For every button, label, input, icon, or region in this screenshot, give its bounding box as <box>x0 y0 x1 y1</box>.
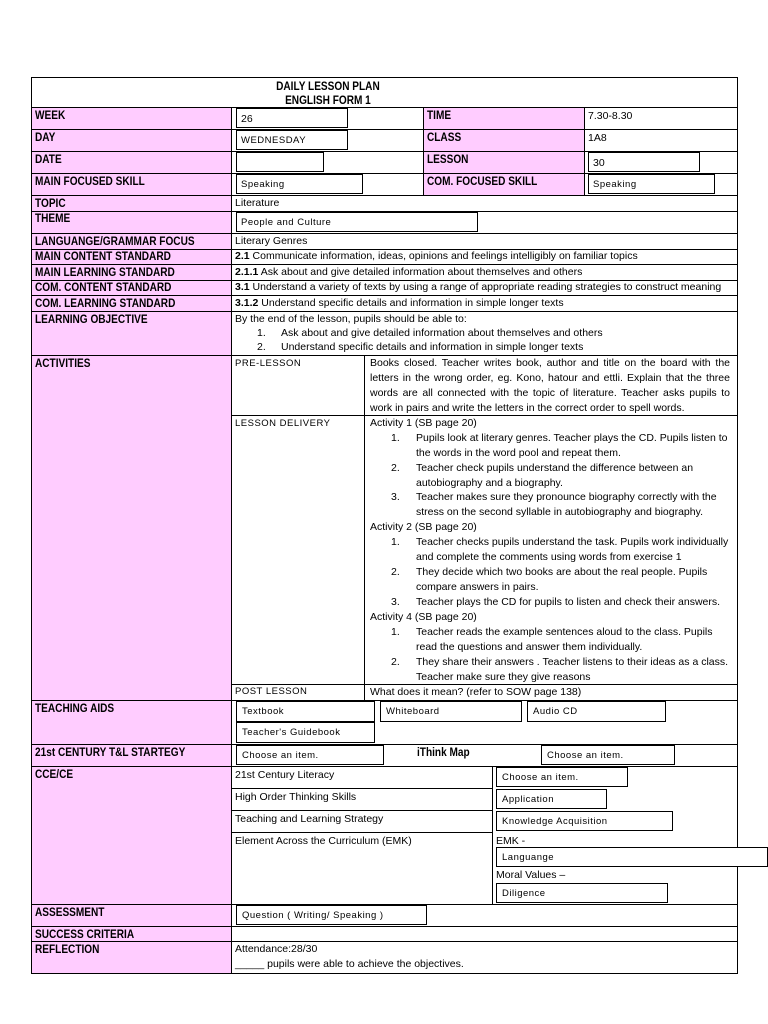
lesson-value: 30 <box>593 157 605 169</box>
assessment-select[interactable]: Question ( Writing/ Speaking ) <box>236 905 427 925</box>
week-field[interactable] <box>236 108 348 128</box>
cce-strategy: Teaching and Learning Strategy <box>235 813 384 825</box>
label-class: CLASS <box>427 130 462 144</box>
pre-lesson-label: PRE-LESSON <box>235 358 302 369</box>
label-topic: TOPIC <box>35 196 66 210</box>
label-theme: THEME <box>35 211 71 225</box>
activity-1-item: Pupils look at literary genres. Teacher plays the CD. Pupils listen to the words in the word pool and repeat them. <box>416 432 728 459</box>
emk-select[interactable]: Languange <box>496 847 768 867</box>
doc-title: DAILY LESSON PLAN <box>276 79 380 93</box>
cce-hots-select[interactable]: Application <box>496 789 607 809</box>
reflection-line: _____ pupils were able to achieve the objectives. <box>235 958 464 970</box>
activity-2-item: Teacher checks pupils understand the task. Pupils work individually and complete the comments using words from exercise 1 <box>416 536 729 563</box>
cce-hots: High Order Thinking Skills <box>235 791 357 803</box>
moral-values-select[interactable]: Diligence <box>496 883 668 903</box>
lesson-field[interactable] <box>588 152 700 172</box>
label-assessment: ASSESSMENT <box>35 905 105 919</box>
label-lesson: LESSON <box>427 152 469 166</box>
label-com-content: COM. CONTENT STANDARD <box>35 280 172 294</box>
main-skill-value: Speaking <box>241 179 285 190</box>
century-select-2[interactable]: Choose an item. <box>541 745 675 765</box>
date-field[interactable] <box>236 152 324 172</box>
week-value: 26 <box>241 113 253 125</box>
com-content-standard: 3.1 Understand a variety of texts by using a range of appropriate reading strategies to construct meaning <box>235 281 722 293</box>
aid-audio-cd[interactable]: Audio CD <box>527 701 666 722</box>
label-com-learning: COM. LEARNING STANDARD <box>35 296 176 310</box>
label-time: TIME <box>427 108 452 122</box>
moral-values-label: Moral Values – <box>496 869 566 881</box>
label-success-criteria: SUCCESS CRITERIA <box>35 927 135 941</box>
cce-literacy-select[interactable]: Choose an item. <box>496 767 628 787</box>
com-learning-standard: 3.1.2 Understand specific details and information in simple longer texts <box>235 297 564 309</box>
activity-2-title: Activity 2 (SB page 20) <box>370 521 477 533</box>
theme-field[interactable] <box>236 212 478 232</box>
activity-1-item: Teacher makes sure they pronounce biography correctly with the stress on the second syllable in autobiography and biography. <box>416 491 717 518</box>
label-main-skill: MAIN FOCUSED SKILL <box>35 174 145 188</box>
objective-intro: By the end of the lesson, pupils should be able to: <box>235 313 467 325</box>
activity-4-item: Teacher reads the example sentences aloud to the class. Pupils read the questions and answer them individually. <box>416 626 713 653</box>
label-main-learning: MAIN LEARNING STANDARD <box>35 265 175 279</box>
label-com-skill: COM. FOCUSED SKILL <box>427 174 538 188</box>
main-skill-field[interactable] <box>236 174 363 194</box>
attendance-text: Attendance:28/30 <box>235 943 318 955</box>
main-content-standard: 2.1 Communicate information, ideas, opinions and feelings intelligibly on familiar topics <box>235 250 638 262</box>
cce-strategy-select[interactable]: Knowledge Acquisition <box>496 811 673 831</box>
label-learning-objective: LEARNING OBJECTIVE <box>35 312 148 326</box>
time-value: 7.30-8.30 <box>588 110 633 122</box>
label-teaching-aids: TEACHING AIDS <box>35 701 115 715</box>
activity-2-item: They decide which two books are about the real people. Pupils compare answers in pairs. <box>416 566 708 593</box>
label-reflection: REFLECTION <box>35 942 100 956</box>
day-value: WEDNESDAY <box>241 135 307 146</box>
activity-4-item: They share their answers . Teacher listens to their ideas as a class. Teacher make sure they give reasons <box>416 656 729 683</box>
post-lesson-label: POST LESSON <box>235 686 308 697</box>
label-day: DAY <box>35 130 56 144</box>
cce-21st-literacy: 21st Century Literacy <box>235 769 335 781</box>
main-learning-standard: 2.1.1 Ask about and give detailed information about themselves and others <box>235 266 583 278</box>
label-century: 21st CENTURY T&L STARTEGY <box>35 745 186 759</box>
label-week: WEEK <box>35 108 66 122</box>
language-focus-value: Literary Genres <box>235 235 308 247</box>
activity-2-item: Teacher plays the CD for pupils to listen and check their answers. <box>416 596 721 608</box>
aid-textbook[interactable]: Textbook <box>236 701 375 722</box>
class-value: 1A8 <box>588 132 607 144</box>
topic-value: Literature <box>235 197 280 209</box>
activity-1-title: Activity 1 (SB page 20) <box>370 417 477 429</box>
activity-1-item: Teacher check pupils understand the difference between an autobiography and a biography. <box>416 462 694 489</box>
doc-subtitle: ENGLISH FORM 1 <box>285 93 371 107</box>
com-skill-field[interactable] <box>588 174 715 194</box>
com-skill-value: Speaking <box>593 179 637 190</box>
theme-value: People and Culture <box>241 217 332 228</box>
pre-lesson-text: Books closed. Teacher writes book, author and title on the board with the letters in the wrong order, eg. Kono, hatour and ettli. Explain that the three words are all connected with the topic of literature. Teacher asks pupils to work in pairs and write the letters in the correct order to spell words. <box>370 357 730 414</box>
lesson-delivery-label: LESSON DELIVERY <box>235 418 331 429</box>
objective-item: Understand specific details and information in simple longer texts <box>281 341 584 353</box>
lesson-plan-page: DAILY LESSON PLAN ENGLISH FORM 1 WEEK DAY DATE MAIN FOCUSED SKILL TOPIC THEME LANGUANGE/GRAMMAR FOCUS MAIN CONTENT STANDARD MAIN LEARNING STANDARD COM. CONTENT STANDARD COM. LEARNING STANDARD LEARNING OBJECTIVE ACTIVITIES TEACHING AIDS 21st CENTURY T&L STARTEGY CCE/CE ASSESSMENT SUCCESS CRITERIA REFLECTION TIME CLASS LESSON COM. FOCUSED SKILL 26 7.30-8.30 WEDNESDAY 1A8 30 Speaking Speaking Literature People and Culture Literary Genres 2.1 Communicate information, ideas, opinions and feelings intelligibly on familiar topics 2.1.1 Ask about and give detailed information about themselves and others 3.1 Understand a variety of texts by using a range of appropriate reading strategies to construct meaning 3.1.2 Understand specific details and information in simple longer texts By the end of the lesson, pupils should be able to: 1. Ask about and give detailed information about themselves and others 2. Understand specific details and information in simple longer texts PRE-LESSON Books closed. Teacher writes book, author and title on the board with the letters in the wrong order, eg. Kono, hatour and ettli. Explain that the three words are all connected with the topic of literature. Teacher asks pupils to work in pairs and write the letters in the correct order to spell words. LESSON DELIVERY Activity 1 (SB page 20) 1. Pupils look at literary genres. Teacher plays the CD. Pupils listen to the words in the word pool and repeat them. 2. Teacher check pupils understand the difference between an autobiography and a biography. 3. Teacher makes sure they pronounce biography correctly with the stress on the second syllable in autobiography and biography. Activity 2 (SB page 20) 1. Teacher checks pupils understand the task. Pupils work individually and complete the comments using words from exercise 1 2. They decide which two books are about the real people. Pupils compare answers in pairs. 3. Teacher plays the CD for pupils to listen and check their answers. Activity 4 (SB page 20) 1. Teacher reads the example sentences aloud to the class. Pupils read the questions and answer them individually. 2. They share their answers . Teacher listens to their ideas as a class. Teacher make sure they give reasons POST LESSON What does it mean? (refer to SOW page 138) Textbook Whiteboard Audio CD Teacher's Guidebook Choose an item. iThink Map Choose an item. 21st Century Literacy Choose an item. High Order Thinking Skills Application Teaching and Learning Strategy Knowledge Acquisition Element Across the Curriculum (EMK) EMK - Languange Moral Values – Diligence Question ( Writing/ Speaking ) Attendance:28/30 _____ pupils were able to achieve the objectives. <box>0 0 768 1024</box>
label-activities: ACTIVITIES <box>35 356 91 370</box>
activity-4-title: Activity 4 (SB page 20) <box>370 611 477 623</box>
century-select-1[interactable]: Choose an item. <box>236 745 384 765</box>
label-main-content: MAIN CONTENT STANDARD <box>35 249 171 263</box>
objective-item: Ask about and give detailed information about themselves and others <box>281 327 603 339</box>
label-cce: CCE/CE <box>35 767 74 781</box>
day-field[interactable] <box>236 130 348 150</box>
aid-teachers-guidebook[interactable]: Teacher's Guidebook <box>236 722 375 743</box>
aid-whiteboard[interactable]: Whiteboard <box>380 701 522 722</box>
emk-prefix: EMK - <box>496 835 526 847</box>
label-language-focus: LANGUANGE/GRAMMAR FOCUS <box>35 234 195 248</box>
ithink-map-label: iThink Map <box>417 745 470 759</box>
post-lesson-text: What does it mean? (refer to SOW page 138) <box>370 686 582 698</box>
label-date: DATE <box>35 152 62 166</box>
cce-emk-label: Element Across the Curriculum (EMK) <box>235 835 412 847</box>
